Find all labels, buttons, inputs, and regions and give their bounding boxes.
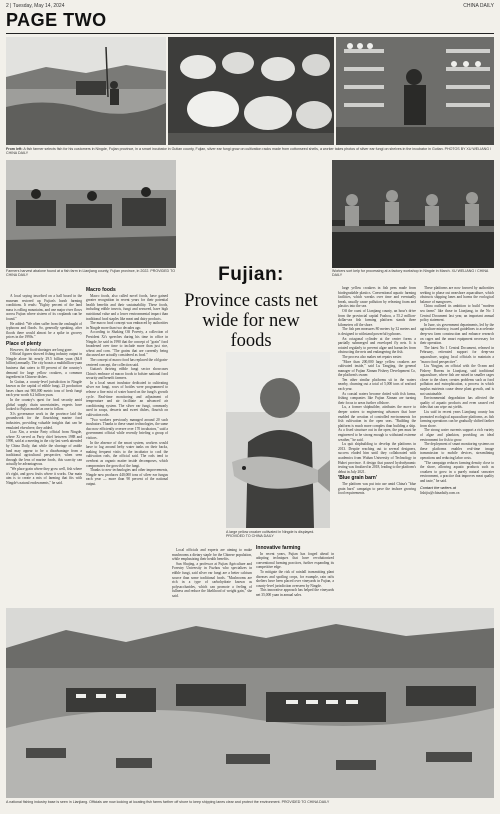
- kelp-caption: Workers sort kelp for processing at a factory workshop in Ningde in March. XU WELIANG / CHINA DAILY: [332, 269, 489, 278]
- contact-label: Contact the writers at: [420, 485, 456, 490]
- article-column-6: These platforms are now favored by authorities seeking to phase out nearshore aquaculture, which obstructs shipping lanes and harms the ecological balance of mangroves. China outlined its ambition to build "modern sea farms" like those in Lianjiang, in the No 1 Central Document last year, an important annual policy statement. In June, six government departments, led by the agriculture ministry, issued guidelines to accelerate deep-sea farm construction and enhance research on cages and the smart equipment necessary for their operation. The latest No 1 Central Document, released in February, reiterated support for deep-sea aquaculture, urging local officials to maintain a "macro food perspective". Liu Yingjun, an official with the Ocean and Fishery Bureau in Lianjiang, said traditional aquaculture, where fish are raised in smaller cages closer to the shore, creates problems such as food pollution and eutrophication, a process in which surplus nutrients cause dense plant growth, and is not sustainable. Environmental degradation has affected the quality of aquatic products and even caused red tides that can wipe out yields. Liu said in recent years Lianjiang county has promoted ecological aquaculture platforms, as fish farming operations can be gradually shifted farther from shore. The strong water currents support a rich variety of algae and plankton, providing an ideal environment for fish to grow. The deployment of smart monitoring systems on these platforms enables real-time image transmission to mobile devices, streamlining operations and reducing labor costs. "The campaign reduces farming density close to the shore, allowing aquatic products such as croakers to grow in a purely natural seawater environment, a practice that improves meat quality and taste," he said. Contact the writers at lishijiu@chinadaily.com.cn: [420, 286, 494, 496]
- abalone-harvest-photo: [6, 160, 176, 268]
- subhead-macro-foods: Macro foods: [86, 287, 116, 293]
- header-rule: [6, 33, 494, 34]
- article-column-1: A local saying inscribed on a hall board in the museum restored up Fujian's harsh farming conditions. It reads: "Eighty percent of the land mass is rolling mountains, and one major river flows across Fujian where sixteen of its croplands can be found." He added: "We often suffer from the onslaught of typhoons and floods. So, generally speaking, after floods there would almost be a spike in grocery prices in the 1990s." Place of plenty However, the food shortages are long gone. Official figures showed fishing industry output in Ningde alone hit nearly 29.5 billion yuan ($4.8 billion) annually. The city boasts a multibillion-yuan business that caters to 80 percent of the country's demand for large yellow croakers, a common ingredient in Chinese dishes. In Gutian, a county-level jurisdiction in Ningde known as the capital of edible fungi, 23 production bases churn out 900,000 metric tons of fresh fungi each year worth 6.2 billion yuan. In the country's quest for food security amid global supply chain uncertainties, experts have looked to Fujian model as one to follow. Xi's governance work in the province laid the groundwork for the flourishing marine food industries, providing valuable insights that can be emulated elsewhere, they added. Liao Xin, a senior Party official from Ningde, where Xi served as Party chief between 1988 and 1990, said at a meeting in the city last week attended by China Daily, that while the shortage of arable land may appear to be a disadvantage from a traditional agricultural perspective, when seen through the lens of marine foods, this scarcity can actually be advantageous. "We place grain where they grow well, fish where it's right, and grow fruits where it works. Our main aim is to create a mix of farming that fits with Ningde's natural endowments," he said.: [6, 294, 82, 485]
- page-header: 2 | Tuesday, May 14, 2024 CHINA DAILY: [6, 3, 494, 9]
- paper-name: CHINA DAILY: [463, 3, 494, 9]
- article-column-5: large yellow croakers in fish pens made from biodegradable plastics. Conventional aquatic farming facilities, which wreaks over time and eventually break, usually cause pollution by releasing foam and plastics into the sea. Off the coast of Lianjiang county, an hour's drive from the provincial capital Fuzhou, a 55.2 million-dollar-sea fish farming platform stands three kilometers off the shore. The fish pen measures 80 meters by 32 meters and is designed to withstand powerful typhoons. An octagonal cylinder at the center forms a partially submerged and enveloped fly nets. It is rotated regularly to prevent algae and barnacles from obstructing the nets and endangering the fish. The process also makes net repairs easier. "More than 200,000 large yellow croakers are cultivated inside," said Lu Tangjing, the general manager of Fujian Xinnan Fishery Development Co, the platform's owner. Ten other similar platforms sit in the waters nearby, churning out a total of 5,000 tons of seafood each year. As coastal waters become dotted with fish farms, fishing companies like Fujian Xinnan are turning their focus to areas further offshore. Lu, a former shipbuilder, attributes the move to deeper waters to engineering advances that have enabled the creation of controlled environments for fish cultivation in the open seas. "Building the platform is much more complex than building a ship. As a fixed structure out in the open, the pen must be engineered to be strong enough to withstand extreme weather," he said. Lu quit shipbuilding to develop the platforms in 2013. Despite reaching out to several designers, success eluded him until they collaborated with academics from Wuhan University of Technology in Hubei province. A design that passed hydrodynamic testing was finalized in 2018, leading to the platform's debut in July 2021. 'Blue grain barn' The platform was put into use amid China's "blue grain barn" campaign to pave the inshore growing food requirements.: [338, 286, 416, 496]
- headline-kicker: Fujian:: [218, 264, 284, 285]
- fishing-base-panorama-photo: [6, 608, 494, 798]
- article-column-4: Innovative farming In recent years, Fujian has forged ahead in adopting techniques that have revolutionized conventional farming practices, further expanding its competitive edge. To mitigate the risk of rainfall transmitting plant diseases and spoiling crops, for example, rain rafts shelters have been placed over vineyards in Fujian, a county-level jurisdiction overseen by Ningde. This innovative approach has helped the vineyards net 35,000 yuan in annual sales.: [256, 545, 334, 597]
- bottom-photo-caption: A national fishing industry base is seen in Lianjiang. Officials are now looking at locating fish farms farther off shore to keep shipping lanes clear and protect the environment. PROVIDED TO CHINA DAILY: [6, 800, 330, 804]
- silver-ear-fungi-photo: [168, 37, 334, 145]
- article-column-3: Local officials and experts are aiming to make mushrooms a dietary staple for the Chinese population, while emphasizing their health benefits. Sun Shujing, a professor at Fujian Agriculture and Forestry University in Fuzhou who specializes in edible fungi, said silver ear fungi are a better calcium source than some traditional foods. "Mushrooms are rich in a type of carbohydrate known as polysaccharides, which can promote a feeling of fullness and reduce the likelihood of weight gain," she said.: [172, 548, 252, 598]
- page-title: PAGE TWO: [6, 10, 107, 30]
- abalone-caption: Farmers harvest abalone found at a fish farm in Lianjiang county, Fujian province, in 2022. PROVIDED TO CHINA DAILY: [6, 269, 176, 278]
- issue-date: Tuesday, May 14, 2024: [12, 3, 65, 9]
- subhead-place-of-plenty: Place of plenty: [6, 340, 42, 347]
- contact-email[interactable]: lishijiu@chinadaily.com.cn: [420, 491, 460, 496]
- headline-title: Province casts net wide for new foods: [184, 291, 318, 351]
- page-number: 2: [6, 3, 9, 9]
- subhead-blue-grain-barn: 'Blue grain barn': [338, 475, 378, 482]
- col1-intro: A local saying inscribed on a hall board in the museum restored up Fujian's harsh farming conditions. It reads: "Eighty percent of the land mass is rolling mountains, and one major river flows across Fujian where sixteen of its croplands can be found." He added: "We often suffer from the onslaught of typhoons and floods. So, generally speaking, after floods there would almost be a spike in grocery prices in the 1990s.": [6, 294, 82, 340]
- headline: [182, 264, 320, 351]
- top-photos-caption: From left: A fish farmer selects fish for his customers in Ningde, Fujian province, in a smart incubator in Gutian county, Fujian, silver ear fungi grow on cultivation racks made from cottonseed shells, a worker takes photos of silver ear fungi on shelves in the incubator in Gutian. PHOTOS BY XU WELIANG / CHINA DAILY: [6, 147, 491, 156]
- croaker-portrait-photo: [226, 352, 330, 528]
- fish-farmer-photo: [6, 37, 166, 145]
- incubator-worker-photo: [336, 37, 494, 145]
- article-column-2: Macro foods Macro foods, also called novel foods, have gained greater recognition in recent years for their potential health benefits and their sustainability. These foods, including edible insects, fungi and seaweed, have high nutritional value and a lower environmental impact than traditional food staples like meat and dairy products. The macro food concept was embraced by authorities in Ningde more than two decades ago. According to Shaking Off Poverty, a collection of President Xi's speeches during his time in office in Ningde, he said in 1990 that the concept of "grain" food broadened over time to include more than just rice, wheat and corn. "The grains that are currently being discussed are actually considered as food." The concept of macro food has replaced the old grain-centered concept, the collection said. Gutian's thriving edible fungi sector showcases China's embrace of macro foods to bolster national food security and benefit farmers. In a local smart incubator dedicated to cultivating silver ear fungi, rows of bottles were programmed to release a fine mist of water based on the fungi's growth cycle. Real-time monitoring and adjustment of temperature and air facilitate an advanced air conditioning system. The silver ear fungi, commonly used in soups, desserts and sweet dishes, flourish on cultivation rods. "Two workers previously managed around 20 such incubators. Thanks to these smart technologies, the same duo now efficiently oversee over 170 incubators," said a government official while recently briefing a group of visitors. In the absence of the smart system, workers would have to lug around hefty water tanks on their backs, making frequent visits to the incubator to cool the cultivation rods, the official said. The rods tend to overheat as organic matter inside decomposes, which compromises the growth of the fungi. Thanks to new technologies and other improvements, Ningde now produces 440,000 tons of silver ear fungus each year — more than 90 percent of the national output.: [86, 287, 168, 486]
- fish-farmer-illustration: [6, 37, 166, 145]
- subhead-innovative-farming: Innovative farming: [256, 545, 301, 551]
- kelp-processing-photo: [332, 160, 494, 268]
- portrait-caption: A large yellow croaker cultivated in Ningde is displayed. PROVIDED TO CHINA DAILY: [226, 530, 315, 539]
